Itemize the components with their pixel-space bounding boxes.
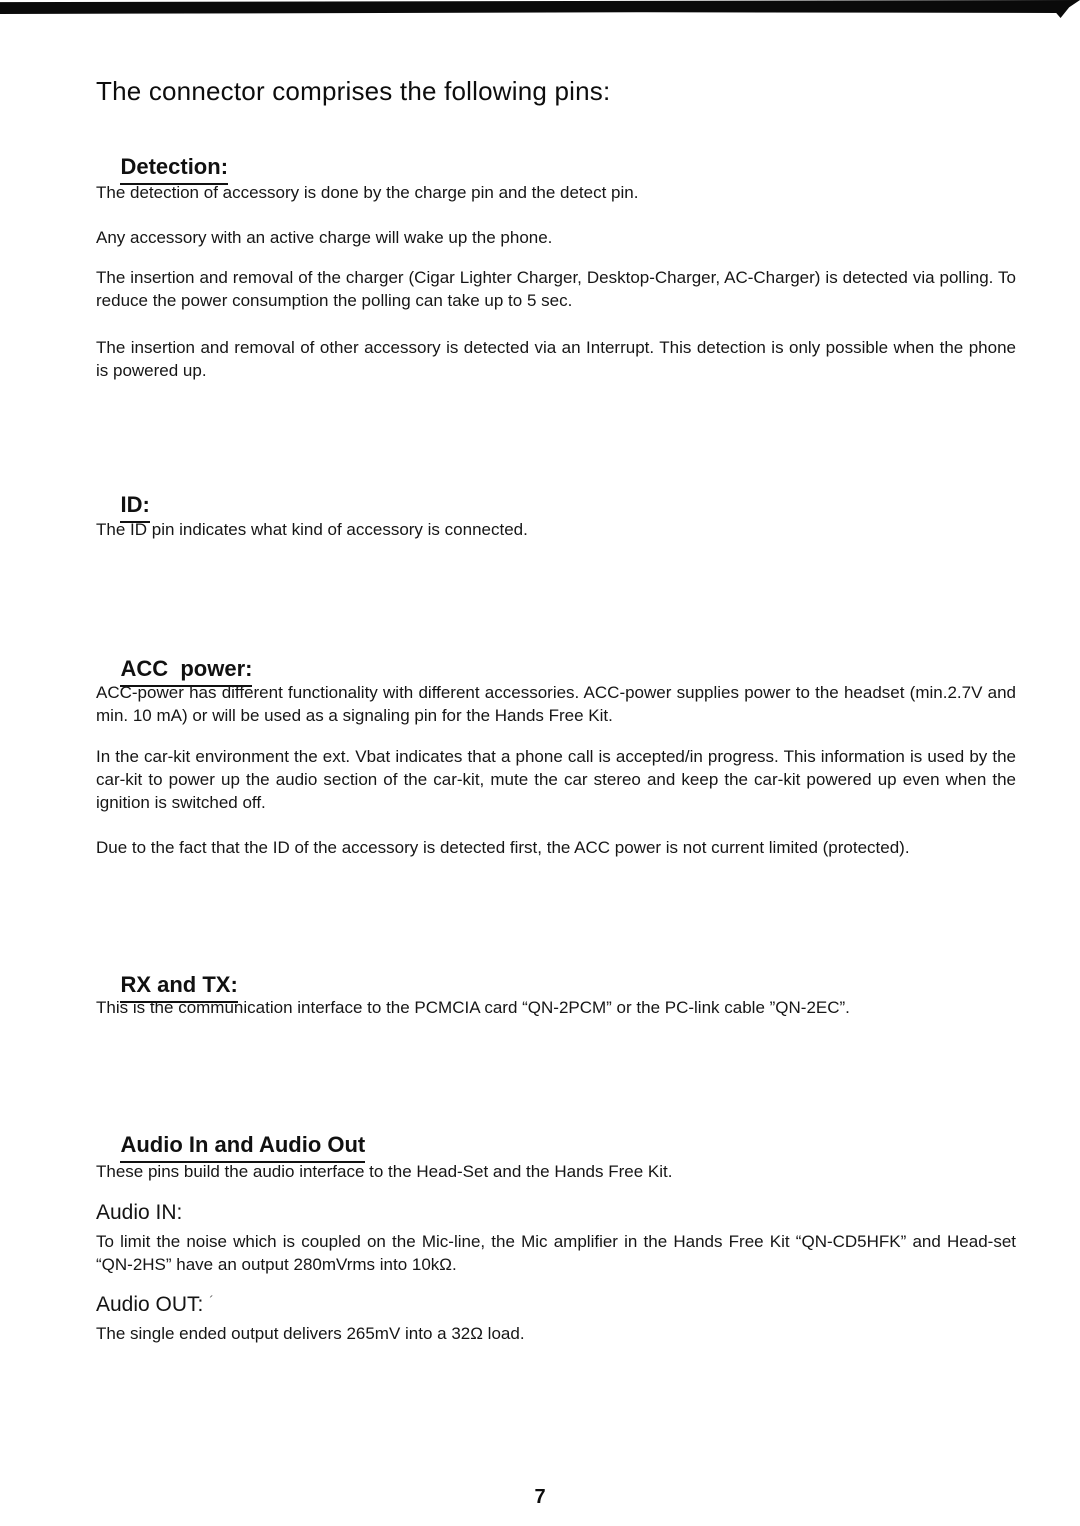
paragraph: The insertion and removal of other accessory is detected via an Interrupt. This detection is only possible when the phone is powered up. (96, 338, 1016, 380)
page-number: 7 (534, 1486, 546, 1508)
paragraph: Any accessory with an active charge will wake up the phone. (96, 228, 553, 247)
section-heading-acc-power: ACC power: (96, 630, 1016, 713)
scan-artifact-top-bar (0, 0, 1080, 18)
paragraph: To limit the noise which is coupled on the Mic-line, the Mic amplifier in the Hands Free Kit “QN-CD5HFK” and Head-set “QN-2HS” have an output 280mVrms into 10kΩ. (96, 1232, 1016, 1274)
paragraph: These pins build the audio interface to the Head-Set and the Hands Free Kit. (96, 1162, 673, 1181)
paragraph: This is the communication interface to the PCMCIA card “QN-2PCM” or the PC-link cable ”QN-2EC”. (96, 998, 850, 1017)
page-title: The connector comprises the following pins: (96, 76, 611, 106)
paragraph: The single ended output delivers 265mV into a 32Ω load. (96, 1324, 525, 1343)
section-heading-detection: Detection: (96, 128, 1016, 211)
scan-artifact-mark: ´ (209, 1293, 214, 1308)
paragraph: The detection of accessory is done by the charge pin and the detect pin. (96, 183, 639, 202)
paragraph: Due to the fact that the ID of the accessory is detected first, the ACC power is not current limited (protected). (96, 838, 910, 857)
section-heading-audio-in-out: Audio In and Audio Out (96, 1106, 1016, 1189)
section-heading-id: ID: (96, 466, 1016, 549)
subsection-label-audio-out: Audio OUT: ´ (96, 1293, 214, 1316)
paragraph: The ID pin indicates what kind of accessory is connected. (96, 520, 528, 539)
paragraph: The insertion and removal of the charger (Cigar Lighter Charger, Desktop-Charger, AC-Charger) is detected via polling. To reduce the power consumption the polling can take up to 5 sec. (96, 268, 1016, 310)
subsection-label-audio-in: Audio IN: (96, 1201, 183, 1224)
paragraph: In the car-kit environment the ext. Vbat indicates that a phone call is accepted/in progress. This information is used by the car-kit to power up the audio section of the car-kit, mute the car stereo and keep the car-kit powered up even when the ignition is switched off. (96, 747, 1016, 812)
section-heading-rx-tx: RX and TX: (96, 946, 1016, 1029)
paragraph: ACC-power has different functionality with different accessories. ACC-power supplies power to the headset (min.2.7V and min. 10 mA) or will be used as a signaling pin for the Hands Free Kit. (96, 683, 1016, 725)
